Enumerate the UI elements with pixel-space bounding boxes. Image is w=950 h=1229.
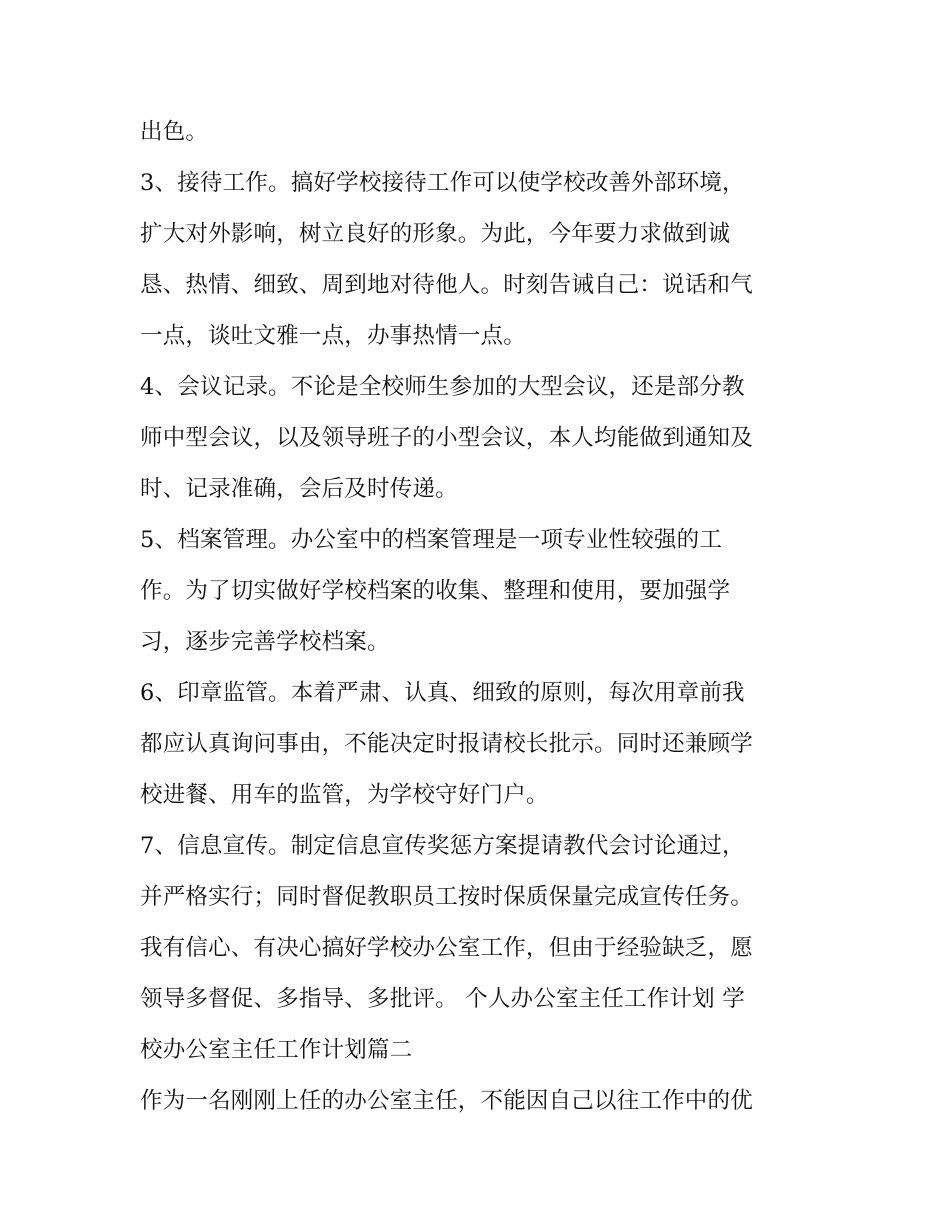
text-line: 5、档案管理。办公室中的档案管理是一项专业性较强的工: [140, 527, 723, 553]
text-line: 4、会议记录。不论是全校师生参加的大型会议，还是部分教: [140, 374, 745, 400]
text-line: 扩大对外影响，树立良好的形象。为此，今年要力求做到诚: [140, 221, 731, 247]
text-line: 一点，谈吐文雅一点，办事热情一点。: [140, 323, 526, 349]
text-line: 并严格实行；同时督促教职员工按时保质保量完成宣传任务。: [140, 884, 753, 910]
text-line: 7、信息宣传。制定信息宣传奖惩方案提请教代会讨论通过，: [140, 833, 745, 859]
text-line: 时、记录准确，会后及时传递。: [140, 476, 458, 502]
text-line: 出色。: [140, 119, 209, 145]
text-line: 都应认真询问事由，不能决定时报请校长批示。同时还兼顾学: [140, 731, 753, 757]
text-line: 作为一名刚刚上任的办公室主任，不能因自己以往工作中的优: [140, 1088, 753, 1114]
text-line: 作。为了切实做好学校档案的收集、整理和使用，要加强学: [140, 578, 731, 604]
document-body: [140, 107, 830, 1127]
text-line: 校进餐、用车的监管，为学校守好门户。: [140, 782, 549, 808]
text-line: 校办公室主任工作计划篇二: [140, 1037, 413, 1063]
text-line: 习，逐步完善学校档案。: [140, 629, 390, 655]
text-line: 领导多督促、多指导、多批评。 个人办公室主任工作计划 学: [140, 986, 745, 1012]
text-line: 我有信心、有决心搞好学校办公室工作，但由于经验缺乏，愿: [140, 935, 753, 961]
text-line: 恳、热情、细致、周到地对待他人。时刻告诫自己：说话和气: [140, 272, 753, 298]
text-line: 3、接待工作。搞好学校接待工作可以使学校改善外部环境，: [140, 170, 745, 196]
text-line: 师中型会议，以及领导班子的小型会议，本人均能做到通知及: [140, 425, 753, 451]
text-line: 6、印章监管。本着严肃、认真、细致的原则，每次用章前我: [140, 680, 745, 706]
